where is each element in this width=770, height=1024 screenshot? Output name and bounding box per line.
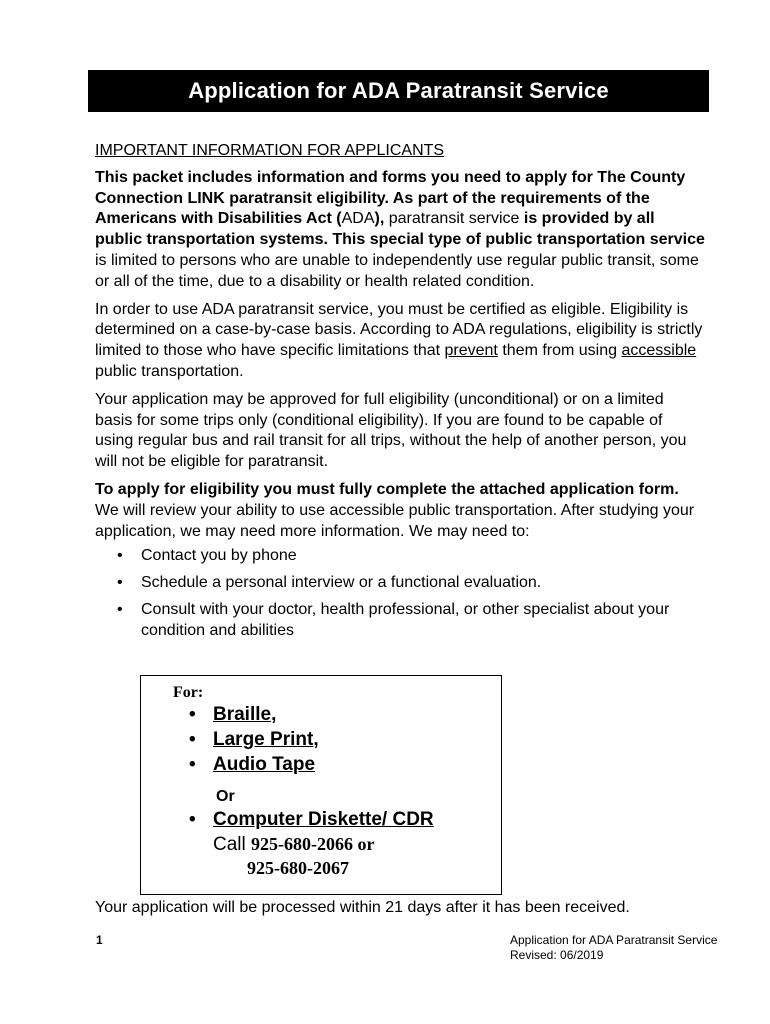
text-run: accessible [621, 342, 697, 360]
list-item: • Contact you by phone [95, 546, 705, 567]
eligibility-paragraph [95, 300, 705, 383]
list-item: • Consult with your doctor, health professional, or other specialist about your condition and abilities [95, 600, 705, 642]
processing-note: Your application will be processed within 21 days after it has been received. [95, 899, 630, 916]
footer-info [510, 933, 717, 963]
apply-paragraph [95, 480, 705, 542]
steps-list [95, 546, 705, 641]
format-audio-tape [213, 754, 315, 776]
format-label: Computer Diskette/ CDR [213, 809, 434, 830]
text-run: This packet includes information and forms you need to apply for The County Connection LINK paratransit eligibility. As part of the requirements of the Americans with Disabilities Act ( [95, 168, 686, 228]
text-run: We will review your ability to use accessible public transportation. After studying your application, we may need more information. We may need to: [95, 501, 695, 540]
call-word: Call [213, 834, 252, 855]
main-content [95, 141, 705, 648]
text-run: ), [374, 210, 385, 228]
page-title: Application for ADA Paratransit Service [88, 70, 709, 112]
format-label: Large Print [213, 729, 314, 750]
phone-number-2: 925-680-2067 [247, 858, 349, 878]
text-run: paratransit service [384, 210, 524, 228]
format-label: Audio Tape [213, 754, 316, 775]
text-run: them from using [497, 342, 622, 360]
comma: , [313, 729, 319, 750]
alternate-formats-box [140, 675, 502, 895]
section-heading: IMPORTANT INFORMATION FOR APPLICANTS [95, 142, 445, 159]
footer-revised: Revised: 06/2019 [510, 948, 604, 962]
format-label: Braille [213, 704, 272, 725]
text-run: In order to use ADA paratransit service, you must be certified as eligible. Eligibility is determined on a case-by-case basis. According to ADA regulations, eligibility is strictly limited to those who have specific limitations that [95, 300, 703, 360]
text-run: public transportation. [95, 362, 244, 380]
for-label: For: [173, 684, 204, 701]
intro-paragraph [95, 168, 705, 293]
approval-paragraph: Your application may be approved for full eligibility (unconditional) or on a limited basis for some trips only (conditional eligibility). If you are found to be capable of using regular bus and rail transit for all trips, without the help of another person, you will not be eligible for paratransit. [95, 390, 687, 471]
text-run: prevent [444, 342, 498, 360]
list-item: • Schedule a personal interview or a functional evaluation. [95, 573, 705, 594]
comma: , [271, 704, 277, 725]
text-run: is limited to persons who are unable to independently use regular public transit, some or all of the time, due to a disability or health related condition. [95, 251, 699, 290]
format-computer-diskette [213, 809, 434, 831]
format-large-print [213, 729, 319, 751]
footer-doc-title: Application for ADA Paratransit Service [510, 933, 718, 947]
phone-number-1: 925-680-2066 or [251, 834, 375, 854]
or-label: Or [216, 788, 235, 805]
text-run: ADA [341, 210, 375, 228]
text-run: is provided by all public transportation systems. This special type of public transportation service [95, 210, 705, 249]
text-run: To apply for eligibility you must fully complete the attached application form. [95, 480, 679, 498]
format-braille [213, 704, 276, 726]
page-number: 1 [96, 933, 103, 947]
call-line [213, 834, 375, 856]
